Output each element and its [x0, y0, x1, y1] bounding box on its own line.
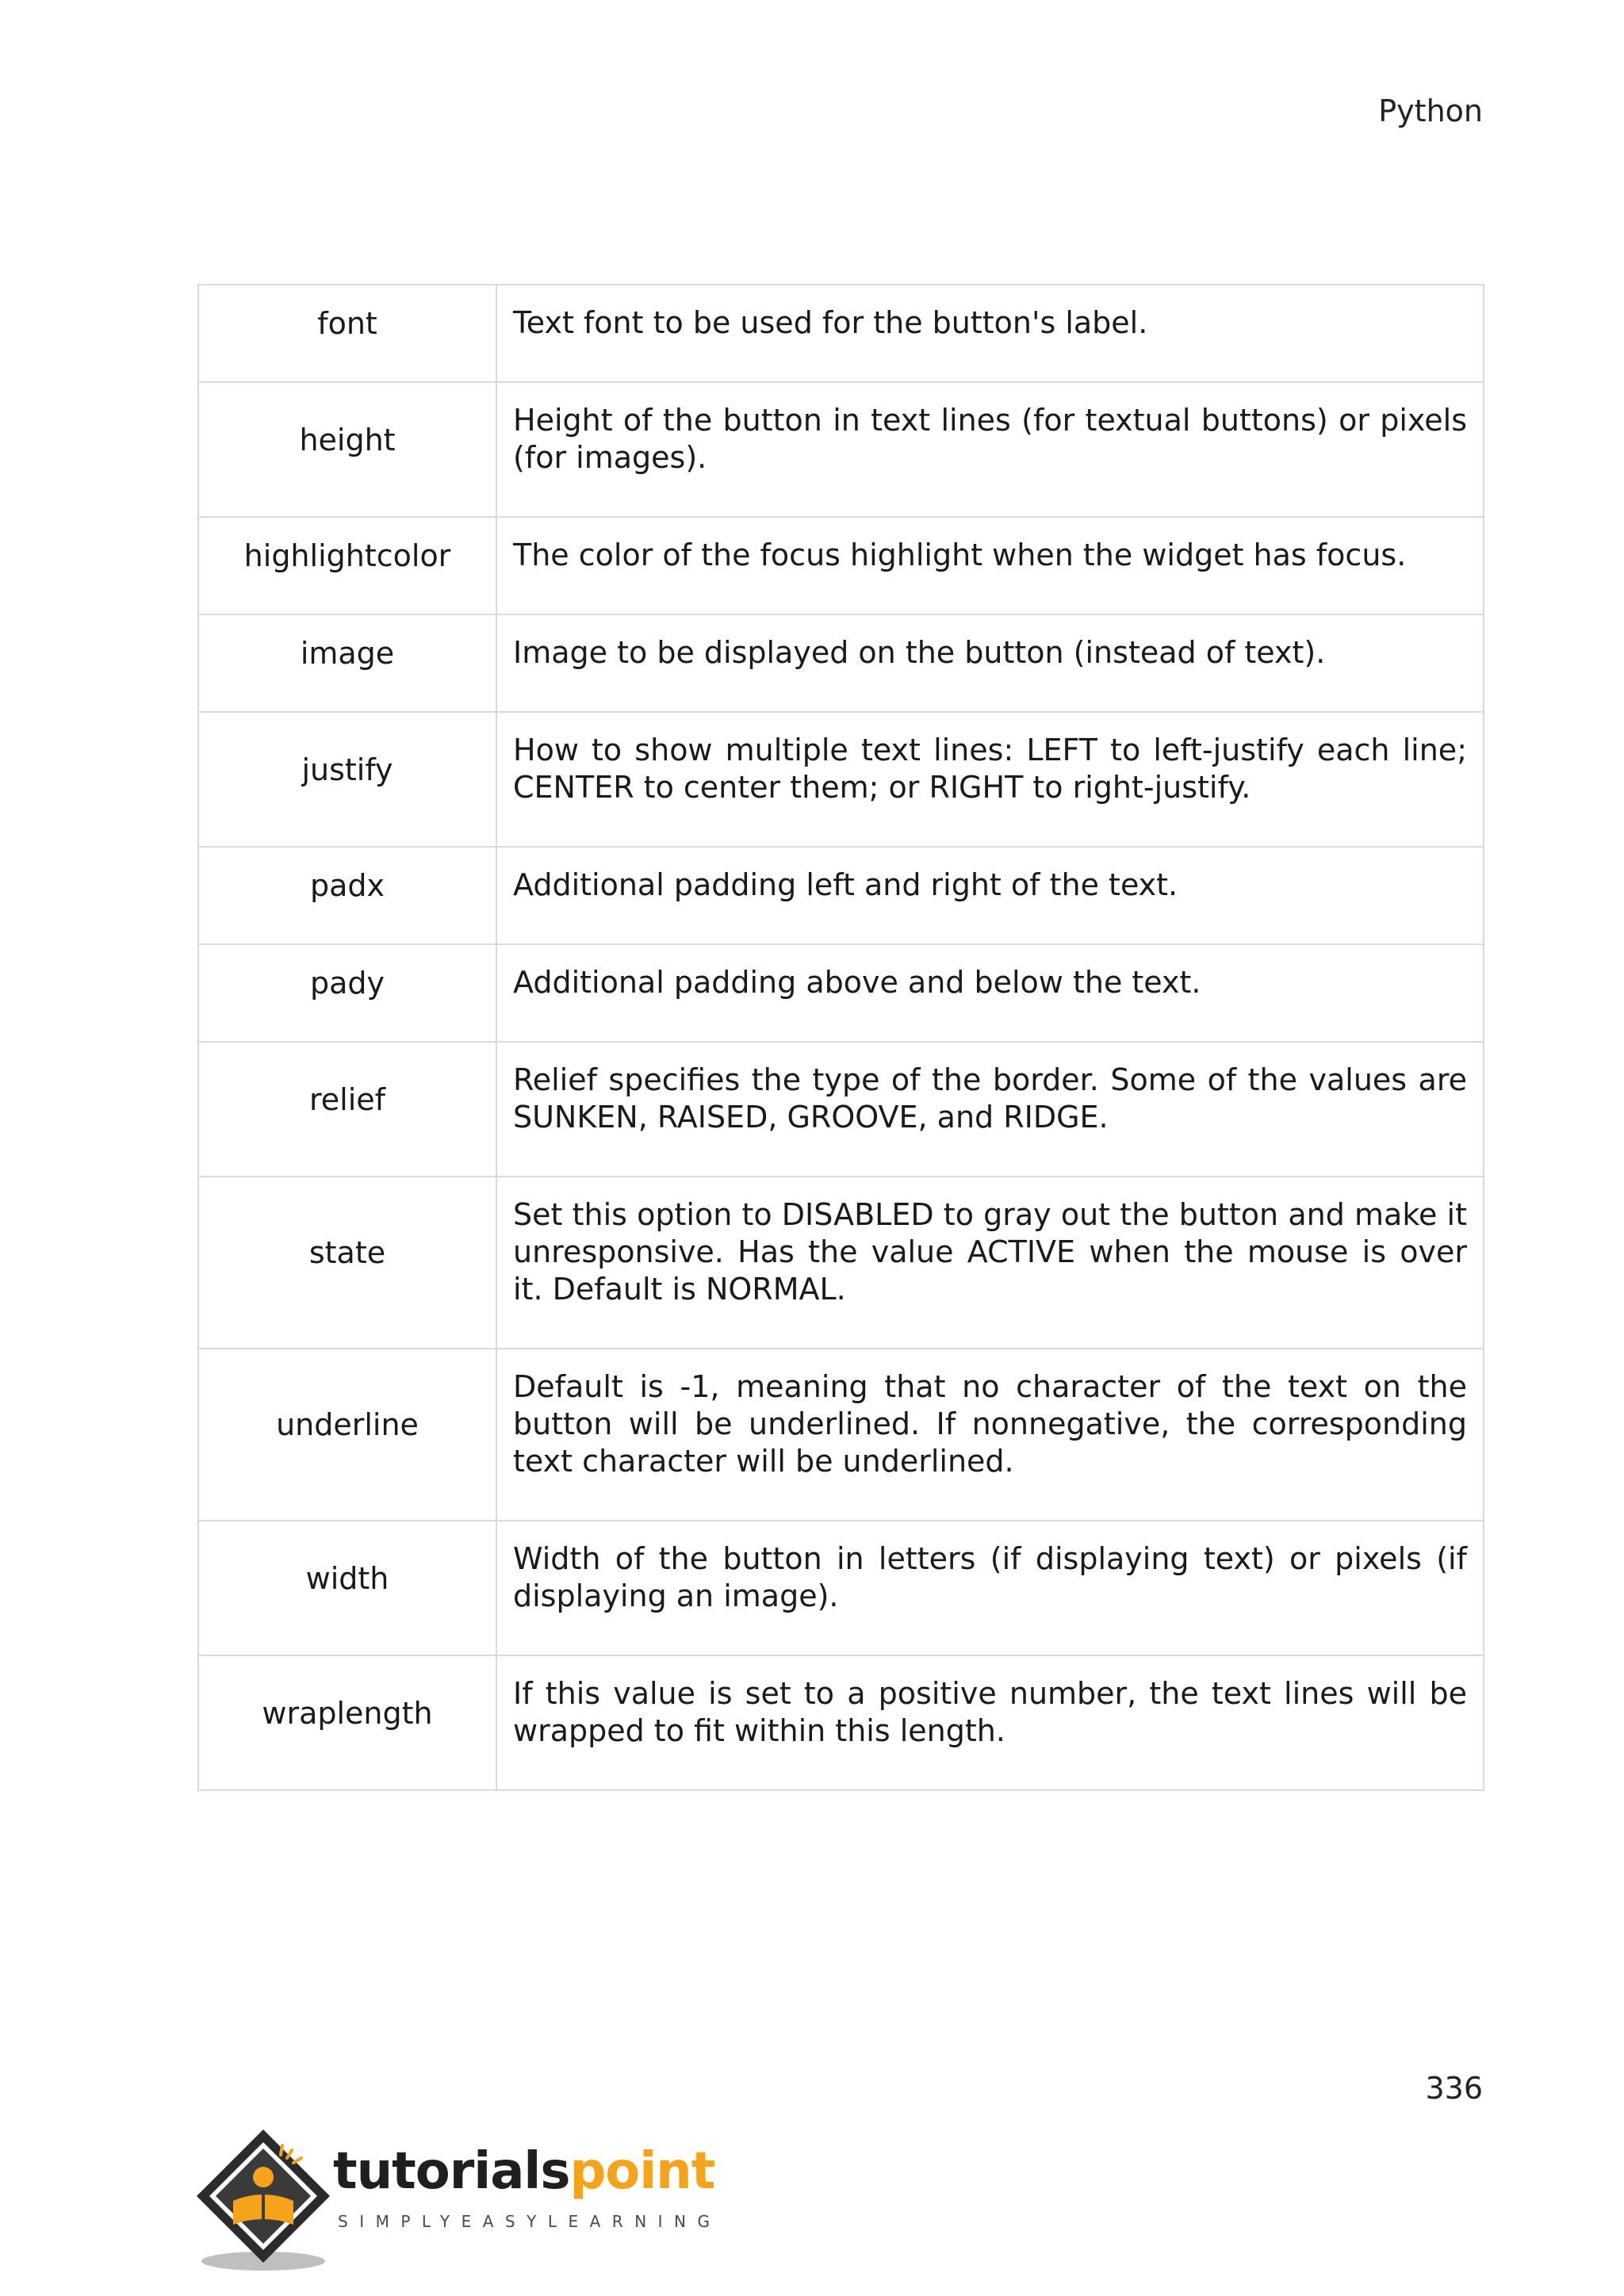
option-description-cell: Text font to be used for the button's label.: [496, 285, 1484, 382]
option-description-cell: Additional padding above and below the text.: [496, 944, 1484, 1042]
table-row: [198, 1177, 1484, 1349]
table-row: [198, 1349, 1484, 1521]
option-description-cell: The color of the focus highlight when the widget has focus.: [496, 517, 1484, 614]
option-description-cell: How to show multiple text lines: LEFT to left-justify each line; CENTER to center them; or RIGHT to right-justify.: [496, 712, 1484, 847]
option-description-cell: Set this option to DISABLED to gray out the button and make it unresponsive. Has the value ACTIVE when the mouse is over it. Default is NORMAL.: [496, 1177, 1484, 1349]
option-name-cell: pady: [198, 944, 496, 1042]
option-name-cell: highlightcolor: [198, 517, 496, 614]
option-description-cell: Relief specifies the type of the border. Some of the values are SUNKEN, RAISED, GROOVE, and RIDGE.: [496, 1042, 1484, 1177]
button-options-table: [197, 284, 1484, 1791]
table-row: [198, 517, 1484, 614]
option-description-cell: Image to be displayed on the button (instead of text).: [496, 614, 1484, 712]
option-name-cell: image: [198, 614, 496, 712]
option-name-cell: relief: [198, 1042, 496, 1177]
option-name-cell: font: [198, 285, 496, 382]
option-name-cell: height: [198, 382, 496, 517]
table-row: [198, 944, 1484, 1042]
option-description-cell: Width of the button in letters (if displaying text) or pixels (if displaying an image).: [496, 1521, 1484, 1655]
logo-tagline: SIMPLYEASYLEARNING: [338, 2212, 722, 2231]
option-name-cell: width: [198, 1521, 496, 1655]
page-number: 336: [1425, 2071, 1483, 2106]
logo-diamond-icon: [190, 2125, 341, 2275]
option-name-cell: wraplength: [198, 1655, 496, 1790]
logo-wordmark: tutorialspoint: [333, 2142, 715, 2201]
option-name-cell: state: [198, 1177, 496, 1349]
option-description-cell: If this value is set to a positive number, the text lines will be wrapped to fit within this length.: [496, 1655, 1484, 1790]
option-name-cell: padx: [198, 847, 496, 944]
table-row: [198, 382, 1484, 517]
table-row: [198, 1655, 1484, 1790]
option-name-cell: underline: [198, 1349, 496, 1521]
page-header-title: Python: [1378, 94, 1483, 128]
option-description-cell: Default is -1, meaning that no character of the text on the button will be underlined. If nonnegative, the corresponding text character will be underlined.: [496, 1349, 1484, 1521]
table-row: [198, 1042, 1484, 1177]
table-row: [198, 1521, 1484, 1655]
option-description-cell: Additional padding left and right of the text.: [496, 847, 1484, 944]
option-name-cell: justify: [198, 712, 496, 847]
table-row: [198, 712, 1484, 847]
tutorialspoint-logo: [190, 2125, 722, 2275]
option-description-cell: Height of the button in text lines (for textual buttons) or pixels (for images).: [496, 382, 1484, 517]
table-row: [198, 285, 1484, 382]
table-row: [198, 614, 1484, 712]
table-row: [198, 847, 1484, 944]
